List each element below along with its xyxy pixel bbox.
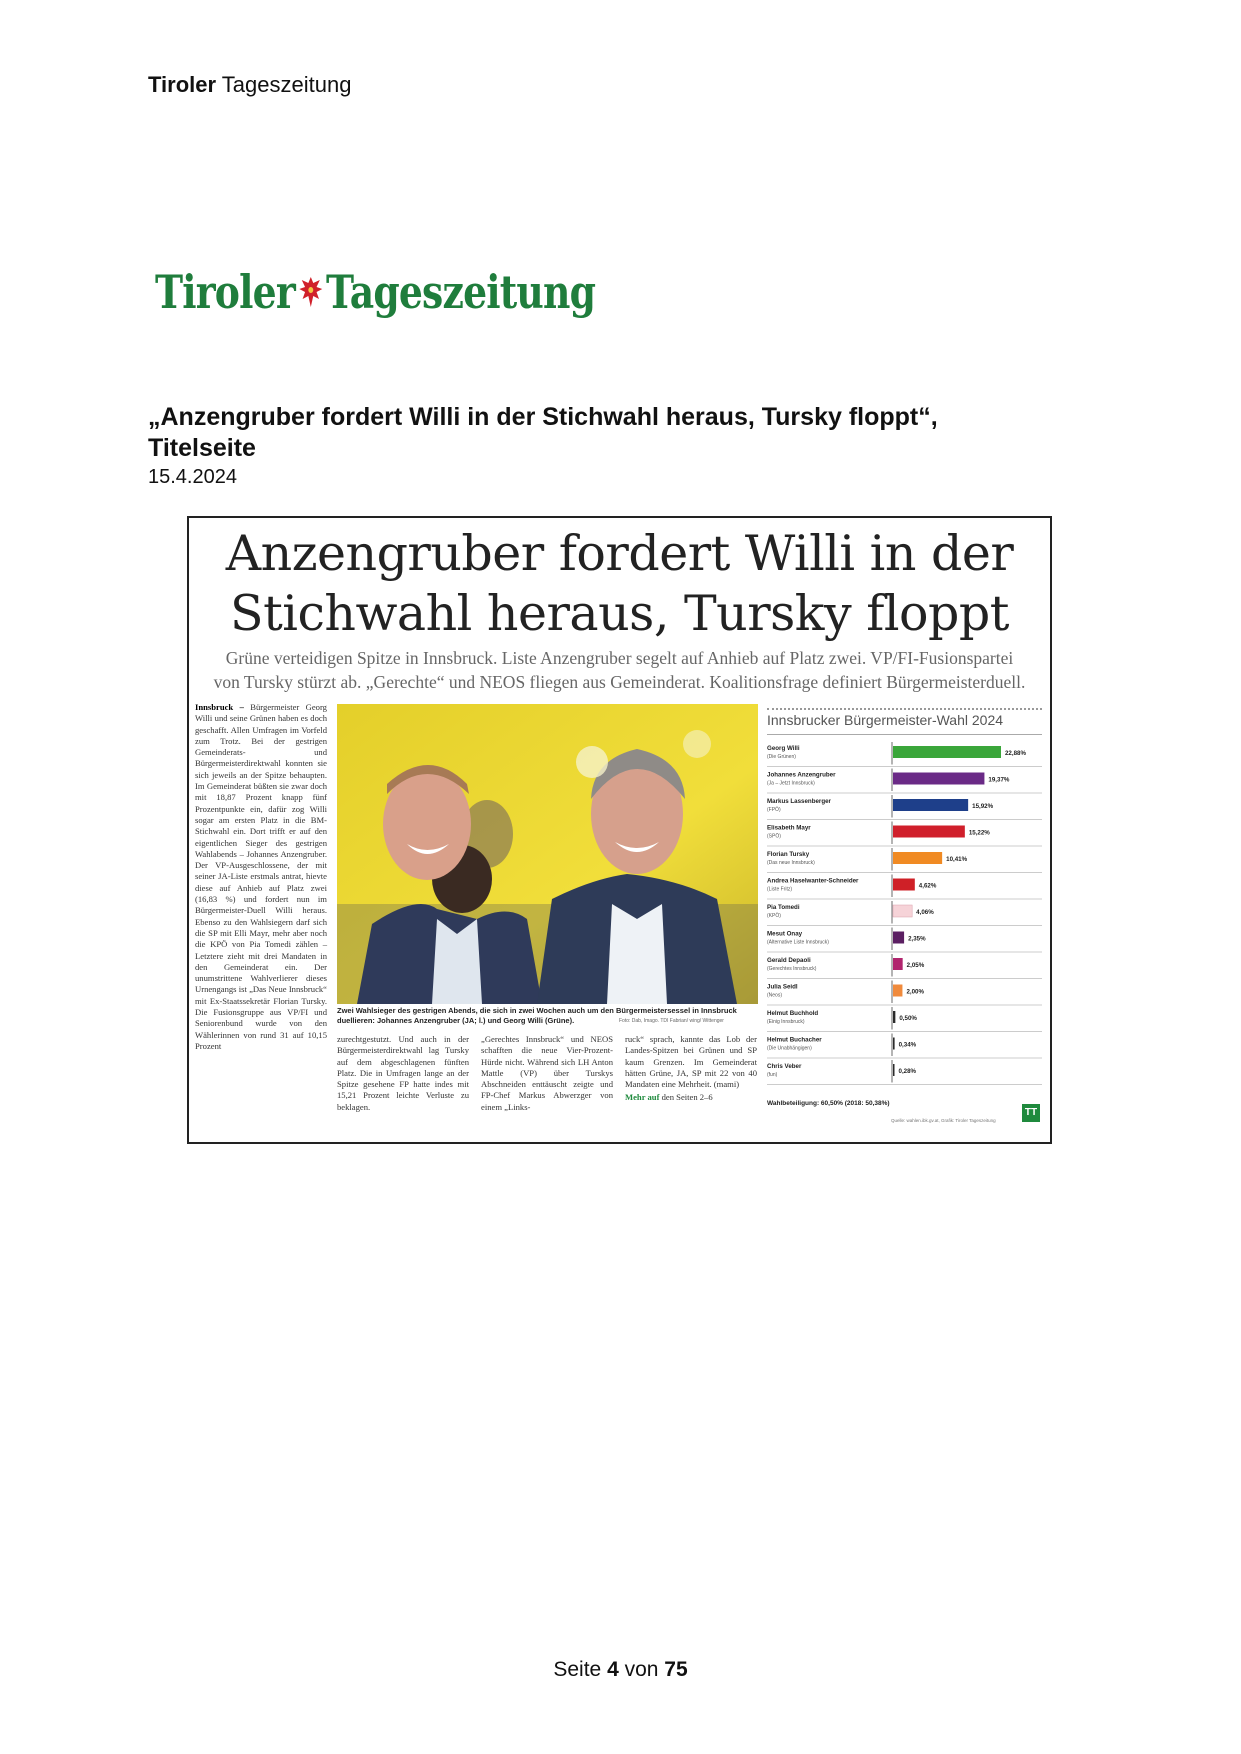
source-brand-bold: Tiroler <box>148 72 217 97</box>
chart-plot <box>761 738 1046 1098</box>
chart-party-label: (Neos) <box>767 992 783 999</box>
article-title: „Anzengruber fordert Willi in der Stichwahl heraus, Tursky floppt“, Titelseite <box>148 403 938 462</box>
chart-bar <box>893 746 1001 758</box>
chart-source: Quelle: wahlen.ibk.gv.at, Grafik: Tiroler Tageszeitung <box>891 1118 996 1123</box>
chart-category-label: Georg Willi <box>767 745 800 752</box>
chart-category-label: Andrea Haselwanter-Schneider <box>767 877 859 885</box>
photo-illustration <box>337 704 758 1004</box>
chart-party-label: (Liste Fritz) <box>767 886 792 893</box>
chart-bar <box>893 985 902 997</box>
footer-page-number: 4 <box>607 1658 619 1681</box>
headline-line-2: Stichwahl heraus, Tursky floppt <box>230 585 1009 642</box>
election-chart <box>761 704 1046 1140</box>
subline-line-2: von Tursky stürzt ab. „Gerechte“ und NEOS fliegen aus Gemeinderat. Koalitionsfrage definiert Bürgermeisterduell. <box>213 672 1026 692</box>
chart-bar <box>893 958 903 970</box>
chart-title-rule <box>767 734 1042 735</box>
chart-party-label: (Gerechtes Innsbruck) <box>767 966 817 972</box>
chart-bar <box>893 905 912 917</box>
chart-party-label: (SPÖ) <box>767 833 781 840</box>
chart-bar <box>893 852 942 864</box>
chart-category-label: Pia Tomedi <box>767 904 800 911</box>
chart-category-label: Helmut Buchhold <box>767 1010 819 1017</box>
text-column-3: „Gerechtes Innsbruck“ und NEOS schafften die neue Vier-Prozent-Hürde nicht. Während sich LH Anton Mattle (VP) über Turskys Abschneiden enttäuscht zeigte und FP-Chef Markus Abwerzger von einem „Links- <box>481 1034 613 1112</box>
logo-word-left: Tiroler <box>155 265 295 319</box>
photo-caption: Zwei Wahlsieger des gestrigen Abends, die sich in zwei Wochen auch um den Bürgermeistersessel in Innsbruck duellieren: Johannes Anzengruber (JA; l.) und Georg Willi (Grüne). <box>337 1006 737 1025</box>
chart-bar <box>893 1011 895 1023</box>
chart-party-label: (Das neue Innsbruck) <box>767 860 815 866</box>
chart-value-label: 10,41% <box>946 856 968 863</box>
chart-value-label: 0,28% <box>898 1068 917 1075</box>
chart-category-label: Chris Veber <box>767 1063 802 1070</box>
newspaper-clipping <box>187 516 1052 1144</box>
chart-category-label: Elisabeth Mayr <box>767 824 811 832</box>
chart-party-label: (Alternative Liste Innsbruck) <box>767 939 829 946</box>
chart-party-label: (KPÖ) <box>767 913 781 919</box>
chart-bar <box>893 773 984 785</box>
news-photo <box>337 704 758 1004</box>
source-header <box>148 72 351 98</box>
footer-prefix: Seite <box>553 1658 602 1681</box>
source-brand-rest: Tageszeitung <box>221 72 352 97</box>
chart-party-label: (Die Grünen) <box>767 754 796 760</box>
more-pages-line <box>625 1092 757 1103</box>
article-date: 15.4.2024 <box>148 466 237 488</box>
chart-value-label: 22,88% <box>1004 750 1026 757</box>
chart-bar <box>893 879 915 891</box>
chart-category-label: Helmut Buchacher <box>767 1036 822 1044</box>
chart-value-label: 15,92% <box>972 803 994 810</box>
chart-party-label: (Einig Innsbruck) <box>767 1019 805 1025</box>
chart-party-label: (fun) <box>767 1072 778 1078</box>
column-1-body: Bürgermeister Georg Willi und seine Grünen haben es doch geschafft. Allen Umfragen im Vorfeld zum Trotz. Bei der gestrigen Gemeinderats- und Bürgermeisterdirektwahl konnten sie sich jeweils an der Spitze behaupten. Im Gemeinderat büßten sie zwar doch mit 18,87 Prozent knapp fünf Prozentpunkte ein, dafür zog Willi sogar am ersten Platz in die BM-Stichwahl ein. Dort trifft er auf den eigentlichen Sieger des gestrigen Wahlabends – Johannes Anzengruber. Der VP-Ausgeschlossene, der mit seiner JA-Liste erstmals antrat, hievte diese auf Anhieb auf Platz zwei (16,83 %) und fordert nun im Bürgermeister-Duell Willi heraus. Ebenso zu den Wahlsiegern darf sich die SP mit Elli Mayr, mehr aber noch die KPÖ von Pia Tomedi zählen – Letztere zieht mit drei Mandaten in den Gemeinderat ein. Der unumstrittene Wahlverlierer dieses Urnengangs ist „Das Neue Innsbruck“ mit Ex-Staatssekretär Florian Tursky. Die Fusionsgruppe aus VP/FI und Seniorenbund wurde von den Wählerinnen von rund 31 auf 10,15 Prozent <box>195 702 327 1051</box>
chart-bar <box>893 932 904 944</box>
subline-line-1: Grüne verteidigen Spitze in Innsbruck. Liste Anzengruber segelt auf Anhieb auf Platz zwei. VP/FI-Fusionspartei <box>225 648 1014 668</box>
footer-total-pages: 75 <box>664 1658 688 1681</box>
chart-category-label: Markus Lassenberger <box>767 798 831 805</box>
logo-word-right: Tageszeitung <box>326 265 596 319</box>
chart-category-label: Florian Tursky <box>767 851 810 858</box>
tt-logo-icon: TT <box>1022 1104 1040 1122</box>
clipping-headline <box>189 524 1050 644</box>
chart-value-label: 0,34% <box>898 1041 917 1049</box>
chart-party-label: (Ja – Jetzt Innsbruck) <box>767 780 815 787</box>
chart-party-label: (Die Unabhängigen) <box>767 1045 812 1052</box>
chart-value-label: 4,62% <box>918 882 937 890</box>
text-column-4 <box>625 1034 757 1104</box>
more-pages-label: Mehr auf <box>625 1092 660 1103</box>
photo-credit: Foto: Dab, Imago. TDI Fabrian/ wing/ Wittenger <box>619 1018 724 1024</box>
chart-value-label: 2,00% <box>906 988 924 996</box>
chart-value-label: 0,50% <box>899 1015 917 1022</box>
chart-category-label: Gerald Depaoli <box>767 957 811 964</box>
newspaper-logo <box>155 262 595 322</box>
more-pages-rest: den Seiten 2–6 <box>661 1092 713 1103</box>
chart-value-label: 19,37% <box>988 776 1010 784</box>
chart-value-label: 2,35% <box>908 935 926 943</box>
chart-category-label: Mesut Onay <box>767 930 803 938</box>
text-column-1 <box>195 702 327 1052</box>
chart-bar <box>893 1064 895 1076</box>
chart-bar <box>893 1038 895 1050</box>
chart-turnout: Wahlbeteiligung: 60,50% (2018: 50,38%) <box>767 1100 890 1107</box>
chart-bar <box>893 799 968 811</box>
chart-title: Innsbrucker Bürgermeister-Wahl 2024 <box>767 712 1004 728</box>
headline-line-1: Anzengruber fordert Willi in der <box>225 525 1014 582</box>
eagle-icon <box>298 274 323 310</box>
dateline: Innsbruck – <box>195 702 244 712</box>
clipping-subline <box>197 646 1042 694</box>
chart-bar <box>893 826 965 838</box>
chart-value-label: 15,22% <box>968 829 990 837</box>
column-4-body: ruck“ sprach, kannte das Lob der Landes-Spitzen bei Grünen und SP kaum Grenzen. Im Gemeinderat hätten Grüne, JA, SP mit 22 von 40 Mandaten eine Mehrheit. (mami) <box>625 1034 757 1090</box>
page-footer <box>0 1658 1241 1682</box>
chart-party-label: (FPÖ) <box>767 807 781 813</box>
chart-value-label: 2,05% <box>906 962 925 969</box>
chart-top-rule <box>767 708 1042 710</box>
text-column-2: zurechtgestutzt. Und auch in der Bürgermeisterdirektwahl lag Tursky auf dem abgeschlagenen fünften Platz. Die in Umfragen lange an der Spitze gesehene FP hatte indes mit 15,21 Prozent leichte Verluste zu beklagen. <box>337 1034 469 1112</box>
footer-middle: von <box>624 1658 659 1681</box>
chart-category-label: Julia Seidl <box>767 983 798 991</box>
chart-category-label: Johannes Anzengruber <box>767 771 836 779</box>
chart-value-label: 4,06% <box>916 909 934 916</box>
